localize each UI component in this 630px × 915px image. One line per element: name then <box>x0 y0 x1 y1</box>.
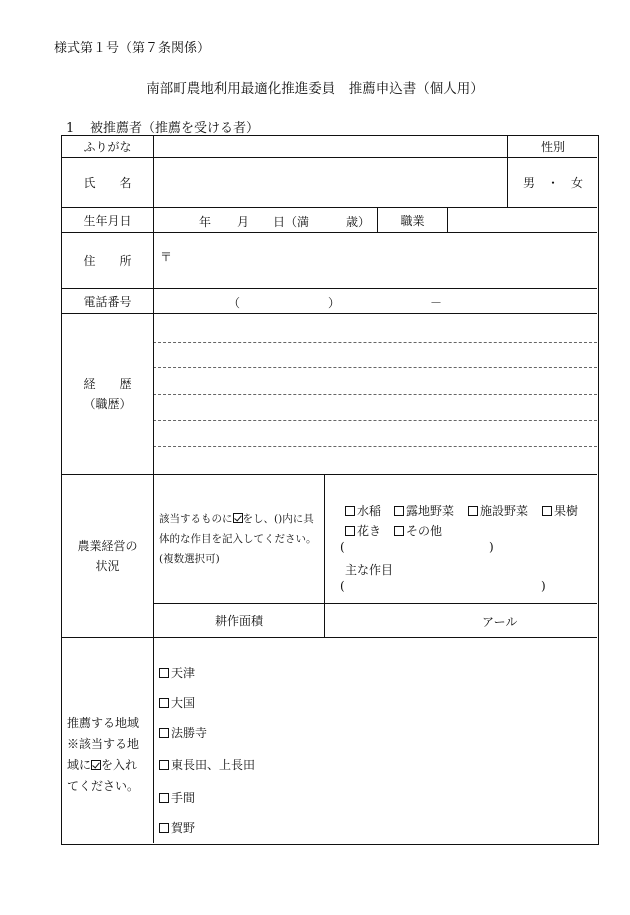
checkbox-icon <box>159 698 169 708</box>
region-option-okuni[interactable]: 大国 <box>159 694 195 711</box>
crop-rice[interactable]: 水稲 <box>345 502 381 519</box>
checkbox-icon <box>345 506 355 516</box>
furigana-input[interactable] <box>154 136 507 157</box>
main-crop-label: 主な作目 <box>345 563 394 577</box>
area-label: 耕作面積 <box>214 614 263 628</box>
birth-month: 月 <box>237 215 250 229</box>
instruction-pre: 該当するものに <box>159 513 233 525</box>
phone-close-paren: ） <box>328 296 341 310</box>
address-input[interactable] <box>154 233 597 288</box>
checkbox-icon <box>159 760 169 770</box>
region-label-line1: 推薦する地域 <box>67 716 140 730</box>
main-crop-paren-close: ) <box>541 579 546 593</box>
checkmark-icon <box>91 760 101 770</box>
other-paren-close: ) <box>489 540 494 554</box>
other-crop-input[interactable] <box>346 538 486 558</box>
instruction-line3: (複数選択可) <box>159 553 220 565</box>
instruction-line2: 体的な作目を記入してください。 <box>159 533 317 545</box>
farming-instruction <box>159 509 317 569</box>
region-label-line3-post: を入れ <box>101 758 138 772</box>
checkbox-icon <box>159 793 169 803</box>
other-paren-open: ( <box>340 540 345 554</box>
region-label <box>67 713 139 797</box>
birth-age: 歳） <box>346 215 371 229</box>
crop-other[interactable]: その他 <box>394 522 442 539</box>
region-label-line4: てください。 <box>67 779 140 793</box>
recommendation-form <box>61 135 599 845</box>
farming-label-line2: 状況 <box>95 559 120 573</box>
phone-dash: － <box>430 296 443 310</box>
crop-flowers[interactable]: 花き <box>345 522 381 539</box>
region-label-line3-pre: 域に <box>67 758 92 772</box>
checkbox-icon <box>468 506 478 516</box>
crop-greenhouse-veg[interactable]: 施設野菜 <box>468 502 528 519</box>
checkbox-icon <box>542 506 552 516</box>
crop-fruit[interactable]: 果樹 <box>542 502 578 519</box>
instruction-post: をし、()内に具 <box>242 513 314 525</box>
region-option-amatsu[interactable]: 天津 <box>159 664 195 681</box>
checkbox-icon <box>394 526 404 536</box>
area-input[interactable] <box>325 604 483 637</box>
checkbox-icon <box>159 668 169 678</box>
form-number: 様式第１号（第７条関係） <box>54 41 211 56</box>
main-crop-paren-open: ( <box>340 579 345 593</box>
main-crop-input[interactable] <box>346 577 538 597</box>
checkbox-icon <box>345 526 355 536</box>
document-title: 南部町農地利用最適化推進委員 推薦申込書（個人用） <box>146 81 484 97</box>
career-label-line2: （職歴） <box>83 397 132 411</box>
occupation-input[interactable] <box>448 208 598 232</box>
crop-open-field-veg[interactable]: 露地野菜 <box>394 502 454 519</box>
birthdate-label: 生年月日 <box>83 213 132 228</box>
occupation-label: 職業 <box>400 213 425 228</box>
region-option-kano[interactable]: 賀野 <box>159 819 195 836</box>
phone-open-paren: （ <box>228 296 241 310</box>
checkbox-icon <box>394 506 404 516</box>
career-label-line1: 経 歴 <box>83 377 132 391</box>
career-label <box>62 314 153 474</box>
section-number: 1 <box>66 121 75 136</box>
checkmark-icon <box>233 513 243 523</box>
address-label: 住 所 <box>83 254 132 268</box>
gender-options[interactable]: 男 ・ 女 <box>522 176 583 190</box>
phone-label: 電話番号 <box>83 294 132 309</box>
region-option-tema[interactable]: 手間 <box>159 789 195 806</box>
birth-year: 年 <box>199 215 212 229</box>
furigana-label: ふりがな <box>83 140 132 154</box>
postal-mark: 〒 <box>160 250 173 264</box>
farming-label-line1: 農業経営の <box>77 539 138 553</box>
gender-label: 性別 <box>540 140 565 154</box>
checkbox-icon <box>159 823 169 833</box>
birth-day: 日（満 <box>273 215 310 229</box>
career-input[interactable] <box>154 314 597 474</box>
region-label-line2: ※該当する地 <box>67 737 140 751</box>
region-option-higashi-nagata[interactable]: 東長田、上長田 <box>159 756 255 773</box>
section-heading <box>66 117 259 136</box>
farming-label <box>62 475 153 637</box>
section-title: 被推薦者（推薦を受ける者） <box>90 121 260 136</box>
region-option-hoshoji[interactable]: 法勝寺 <box>159 724 207 741</box>
name-input[interactable] <box>154 158 507 207</box>
area-unit: アール <box>482 615 518 629</box>
checkbox-icon <box>159 728 169 738</box>
name-label: 氏 名 <box>83 176 132 190</box>
